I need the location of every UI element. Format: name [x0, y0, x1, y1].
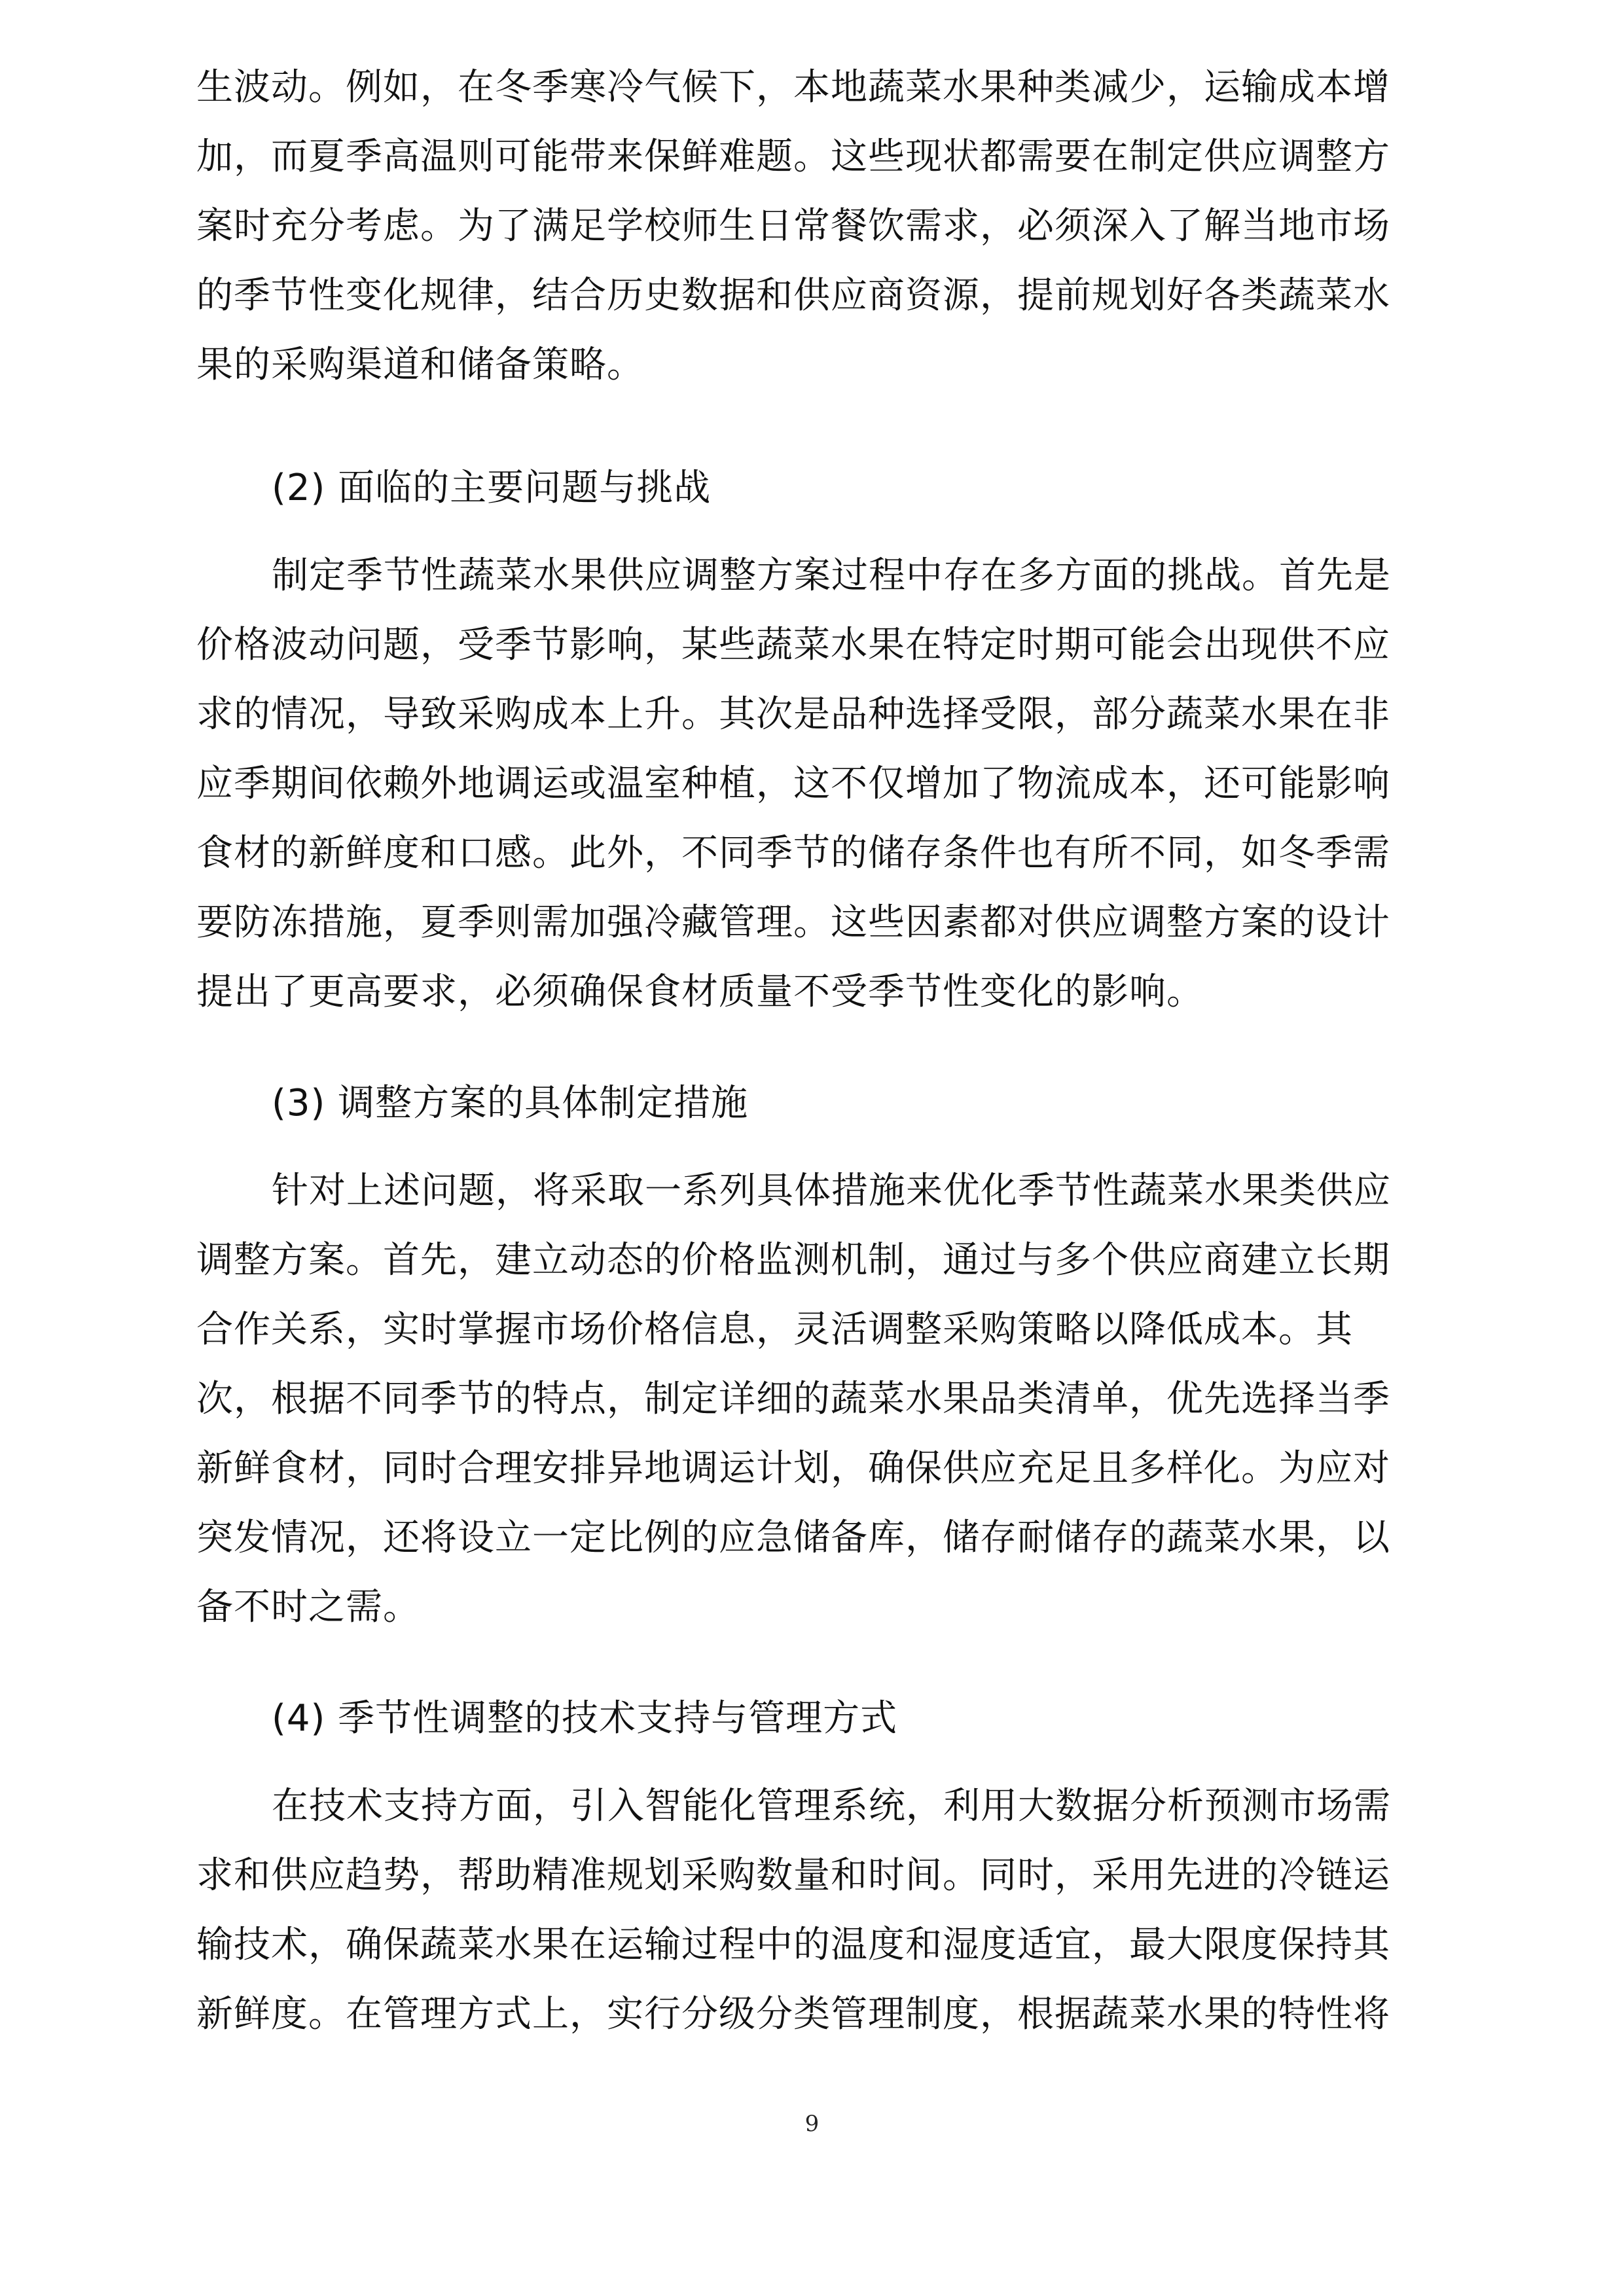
- paragraph-line: 新鲜度。在管理方式上，实行分级分类管理制度，根据蔬菜水果的特性将: [196, 1993, 1390, 2036]
- paragraph-line: 次，根据不同季节的特点，制定详细的蔬菜水果品类清单，优先选择当季: [196, 1378, 1390, 1420]
- paragraph-line: 食材的新鲜度和口感。此外，不同季节的储存条件也有所不同，如冬季需: [196, 832, 1390, 874]
- paragraph-line: 备不时之需。: [196, 1586, 420, 1628]
- paragraph-line: 应季期间依赖外地调运或温室种植，这不仅增加了物流成本，还可能影响: [196, 762, 1390, 805]
- paragraph-line: 求的情况，导致采购成本上升。其次是品种选择受限，部分蔬菜水果在非: [196, 693, 1390, 736]
- paragraph-line: 生波动。例如，在冬季寒冷气候下，本地蔬菜水果种类减少，运输成本增: [196, 66, 1390, 109]
- paragraph-line: 果的采购渠道和储备策略。: [196, 344, 644, 386]
- paragraph-line: 的季节性变化规律，结合历史数据和供应商资源，提前规划好各类蔬菜水: [196, 274, 1390, 317]
- paragraph-line: 在技术支持方面，引入智能化管理系统，利用大数据分析预测市场需: [272, 1785, 1391, 1827]
- paragraph-line: 调整方案。首先，建立动态的价格监测机制，通过与多个供应商建立长期: [196, 1239, 1390, 1282]
- paragraph-line: 提出了更高要求，必须确保食材质量不受季节性变化的影响。: [196, 971, 1204, 1013]
- paragraph-line: 价格波动问题，受季节影响，某些蔬菜水果在特定时期可能会出现供不应: [196, 624, 1390, 666]
- paragraph-line: 针对上述问题，将采取一系列具体措施来优化季节性蔬菜水果类供应: [272, 1170, 1391, 1212]
- paragraph-line: 制定季节性蔬菜水果供应调整方案过程中存在多方面的挑战。首先是: [272, 554, 1391, 597]
- paragraph-line: 加，而夏季高温则可能带来保鲜难题。这些现状都需要在制定供应调整方: [196, 135, 1390, 178]
- paragraph-line: 合作关系，实时掌握市场价格信息，灵活调整采购策略以降低成本。其: [196, 1308, 1353, 1351]
- page-number: 9: [804, 2111, 820, 2137]
- paragraph-line: 突发情况，还将设立一定比例的应急储备库，储存耐储存的蔬菜水果，以: [196, 1516, 1390, 1559]
- paragraph-line: 求和供应趋势，帮助精准规划采购数量和时间。同时，采用先进的冷链运: [196, 1854, 1390, 1897]
- paragraph-line: 新鲜食材，同时合理安排异地调运计划，确保供应充足且多样化。为应对: [196, 1447, 1390, 1490]
- paragraph-line: 输技术，确保蔬菜水果在运输过程中的温度和湿度适宜，最大限度保持其: [196, 1924, 1390, 1966]
- section-heading: (2) 面临的主要问题与挑战: [272, 467, 712, 509]
- paragraph-line: 案时充分考虑。为了满足学校师生日常餐饮需求，必须深入了解当地市场: [196, 205, 1390, 247]
- section-heading: (3) 调整方案的具体制定措施: [272, 1082, 749, 1124]
- section-heading: (4) 季节性调整的技术支持与管理方式: [272, 1697, 898, 1740]
- paragraph-line: 要防冻措施，夏季则需加强冷藏管理。这些因素都对供应调整方案的设计: [196, 901, 1390, 944]
